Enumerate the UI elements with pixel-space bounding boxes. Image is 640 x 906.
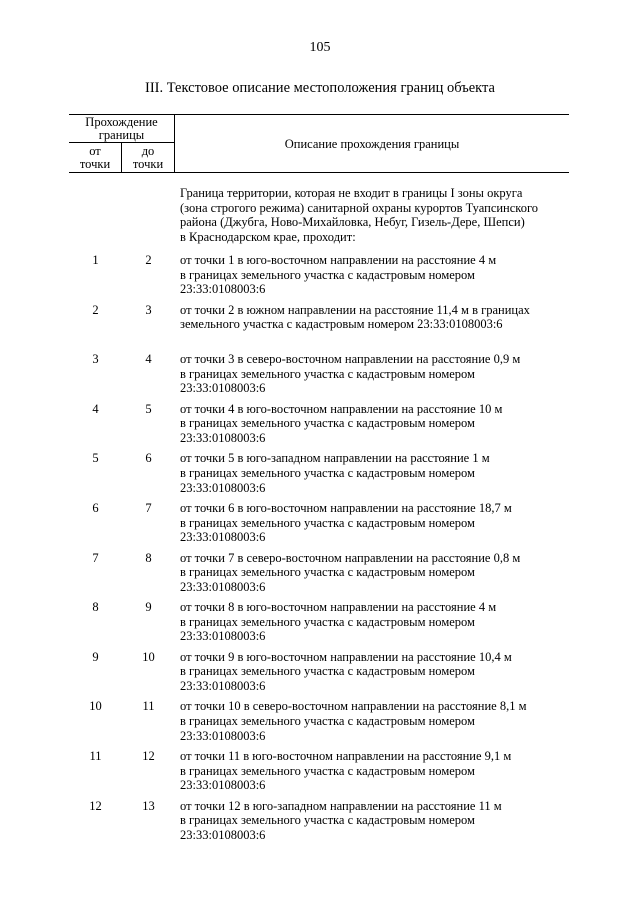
- description-line: в границах земельного участка с кадастровым номером: [180, 416, 475, 431]
- boundary-table-body: [69, 253, 589, 848]
- table-row: [69, 650, 589, 700]
- from-point-cell: 10: [89, 699, 102, 714]
- header-to-line1: до: [141, 144, 155, 158]
- from-point-cell: 8: [92, 600, 99, 615]
- header-to-point: [122, 143, 175, 173]
- header-from-point: [69, 143, 122, 173]
- description-line: от точки 6 в юго-восточном направлении на расстояние 18,7 м: [180, 500, 512, 515]
- to-point-cell: 11: [142, 699, 155, 714]
- description-line: в границах земельного участка с кадастровым номером: [180, 813, 475, 828]
- description-line: от точки 9 в юго-восточном направлении на расстояние 10,4 м: [180, 649, 512, 664]
- description-line: в границах земельного участка с кадастровым номером: [180, 614, 475, 629]
- to-point-cell: 2: [145, 253, 152, 267]
- description-line: от точки 4 в юго-восточном направлении на расстояние 10 м: [180, 401, 503, 416]
- to-point-cell: 4: [145, 352, 152, 367]
- from-point-cell: 12: [89, 798, 102, 813]
- description-line: в границах земельного участка с кадастровым номером: [180, 664, 475, 679]
- table-row: [69, 352, 589, 402]
- to-point-cell: 3: [145, 302, 152, 317]
- header-passage-line1: Прохождение: [85, 115, 158, 129]
- description-line: от точки 8 в юго-восточном направлении на расстояние 4 м: [180, 600, 497, 615]
- description-line: в границах земельного участка с кадастровым номером: [180, 267, 475, 282]
- description-line: 23:33:0108003:6: [180, 579, 266, 594]
- from-point-cell: 3: [92, 352, 99, 367]
- description-line: 23:33:0108003:6: [180, 827, 266, 842]
- description-line: в границах земельного участка с кадастровым номером: [180, 515, 475, 530]
- description-line: от точки 1 в юго-восточном направлении на расстояние 4 м: [180, 253, 497, 267]
- description-cell: [180, 551, 580, 595]
- description-line: от точки 12 в юго-западном направлении на расстояние 11 м: [180, 798, 502, 813]
- description-line: от точки 10 в северо-восточном направлении на расстояние 8,1 м: [180, 699, 527, 714]
- description-line: земельного участка с кадастровым номером 23:33:0108003:6: [180, 317, 503, 332]
- from-point-cell: 7: [92, 550, 99, 565]
- section-title: III. Текстовое описание местоположения границ объекта: [145, 80, 495, 96]
- description-line: 23:33:0108003:6: [180, 629, 266, 644]
- description-line: в границах земельного участка с кадастровым номером: [180, 465, 475, 480]
- intro-line: района (Джубга, Ново-Михайловка, Небуг, Гизель-Дере, Шепси): [180, 215, 525, 230]
- header-from-line1: от: [89, 144, 101, 158]
- from-point-cell: 2: [92, 302, 99, 317]
- to-point-cell: 7: [145, 500, 152, 515]
- description-line: в границах земельного участка с кадастровым номером: [180, 713, 475, 728]
- description-cell: [180, 253, 580, 297]
- intro-line: в Краснодарском крае, проходит:: [180, 229, 356, 244]
- table-row: [69, 402, 589, 452]
- description-line: 23:33:0108003:6: [180, 282, 266, 297]
- table-row: [69, 451, 589, 501]
- description-line: 23:33:0108003:6: [180, 430, 266, 445]
- description-cell: [180, 501, 580, 545]
- header-boundary-passage: [69, 115, 175, 143]
- table-row: [69, 749, 589, 799]
- description-line: 23:33:0108003:6: [180, 678, 266, 693]
- header-to-line2: точки: [132, 157, 164, 171]
- description-line: в границах земельного участка с кадастровым номером: [180, 565, 475, 580]
- description-line: 23:33:0108003:6: [180, 480, 266, 495]
- description-cell: [180, 749, 580, 793]
- from-point-cell: 9: [92, 649, 99, 664]
- from-point-cell: 6: [92, 500, 99, 515]
- table-row: [69, 600, 589, 650]
- page-number: 105: [309, 40, 331, 55]
- description-line: 23:33:0108003:6: [180, 778, 266, 793]
- intro-paragraph: [180, 186, 580, 244]
- table-row: [69, 303, 589, 353]
- boundary-table-header: [69, 114, 569, 173]
- description-line: от точки 5 в юго-западном направлении на расстояние 1 м: [180, 451, 490, 466]
- intro-line: Граница территории, которая не входит в границы I зоны округа: [180, 186, 523, 200]
- description-cell: [180, 650, 580, 694]
- to-point-cell: 12: [142, 748, 155, 763]
- to-point-cell: 8: [145, 550, 152, 565]
- description-line: от точки 2 в южном направлении на расстояние 11,4 м в границах: [180, 302, 530, 317]
- from-point-cell: 11: [89, 748, 102, 763]
- to-point-cell: 5: [145, 401, 152, 416]
- header-from-line2: точки: [79, 157, 111, 171]
- description-cell: [180, 699, 580, 743]
- description-line: в границах земельного участка с кадастровым номером: [180, 763, 475, 778]
- from-point-cell: 1: [92, 253, 99, 267]
- description-cell: [180, 352, 580, 396]
- table-row: [69, 253, 589, 303]
- description-cell: [180, 303, 580, 332]
- table-row: [69, 551, 589, 601]
- to-point-cell: 10: [142, 649, 155, 664]
- description-cell: [180, 600, 580, 644]
- description-line: 23:33:0108003:6: [180, 530, 266, 545]
- description-line: 23:33:0108003:6: [180, 728, 266, 743]
- description-cell: [180, 451, 580, 495]
- intro-line: (зона строгого режима) санитарной охраны курортов Туапсинского: [180, 200, 539, 215]
- to-point-cell: 6: [145, 451, 152, 466]
- description-cell: [180, 799, 580, 843]
- description-line: в границах земельного участка с кадастровым номером: [180, 366, 475, 381]
- table-row: [69, 799, 589, 849]
- description-line: от точки 3 в северо-восточном направлении на расстояние 0,9 м: [180, 352, 521, 367]
- description-line: 23:33:0108003:6: [180, 381, 266, 396]
- description-cell: [180, 402, 580, 446]
- header-passage-line2: границы: [98, 128, 145, 142]
- from-point-cell: 5: [92, 451, 99, 466]
- table-row: [69, 699, 589, 749]
- description-line: от точки 7 в северо-восточном направлении на расстояние 0,8 м: [180, 550, 521, 565]
- to-point-cell: 13: [142, 798, 155, 813]
- from-point-cell: 4: [92, 401, 99, 416]
- description-line: от точки 11 в юго-восточном направлении на расстояние 9,1 м: [180, 748, 512, 763]
- header-description: Описание прохождения границы: [284, 136, 460, 151]
- to-point-cell: 9: [145, 600, 152, 615]
- table-row: [69, 501, 589, 551]
